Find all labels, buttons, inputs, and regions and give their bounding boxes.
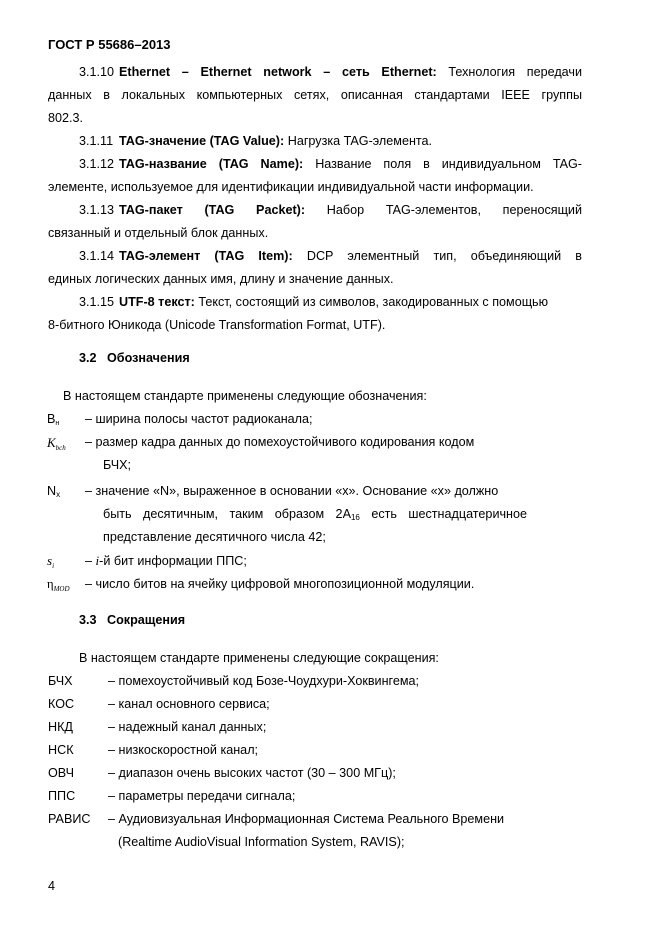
symbol: $s_i$ <box>47 553 55 570</box>
symbol-description: – размер кадра данных до помехоустойчивого кодирования кодом <box>85 435 475 449</box>
definition-3-1-11: 3.1.11 TAG-значение (TAG Value): Нагрузка TAG-элемента. <box>79 130 432 153</box>
abbreviation-description: – параметры передачи сигнала; <box>108 789 296 803</box>
section-heading-3-3: 3.3 Сокращения <box>79 613 186 627</box>
definition-number: 3.1.14 <box>79 249 115 263</box>
definition-text: 8-битного Юникода (Unicode Transformation Format, UTF). <box>48 318 386 332</box>
definition-text: данных в локальных компьютерных сетях, описанная стандартами IEEE группы <box>48 88 582 102</box>
definition-term: TAG-значение (TAG Value) <box>119 134 281 148</box>
abbreviation: РАВИС <box>48 812 91 826</box>
definition-term: TAG-пакет (TAG Packet) <box>119 203 301 217</box>
abbreviation: ППС <box>48 789 76 803</box>
document-header: ГОСТ Р 55686–2013 <box>48 37 171 52</box>
definition-number: 3.1.15 <box>79 295 115 309</box>
abbreviation: КОС <box>48 697 75 711</box>
definition-term: TAG-элемент (TAG Item) <box>119 249 289 263</box>
symbol-description: – число битов на ячейку цифровой многопозиционной модуляции. <box>85 577 475 591</box>
abbreviation-description: – надежный канал данных; <box>108 720 267 734</box>
definition-text: связанный и отдельный блок данных. <box>48 226 269 240</box>
symbol-description: – значение «N», выраженное в основании «x». Основание «x» должно <box>85 484 499 498</box>
section-heading-3-2: 3.2 Обозначения <box>79 351 190 365</box>
abbreviation-description: – канал основного сервиса; <box>108 697 270 711</box>
definition-term: UTF-8 текст <box>119 295 191 309</box>
abbreviation: НСК <box>48 743 74 757</box>
abbreviation-description: – помехоустойчивый код Бозе-Чоудхури-Хоквингема; <box>108 674 420 688</box>
definition-3-1-14: 3.1.14 TAG-элемент (TAG Item): DCP элементный тип, объединяющий в <box>79 245 582 268</box>
definition-3-1-13: 3.1.13 TAG-пакет (TAG Packet): Набор TAG-элементов, переносящий <box>79 199 582 222</box>
symbol: Bн <box>47 412 60 427</box>
definition-3-1-15: 3.1.15 UTF-8 текст: Текст, состоящий из символов, закодированных с помощью <box>79 291 548 314</box>
definition-number: 3.1.10 <box>79 65 115 79</box>
symbol: Nx <box>47 484 61 499</box>
definition-text: элементе, используемое для идентификации индивидуальной части информации. <box>48 180 534 194</box>
symbol-description-cont: быть десятичным, таким образом 2A16 есть шестнадцатеричное <box>103 507 527 522</box>
abbreviation: ОВЧ <box>48 766 75 780</box>
symbol: $\eta_{MOD}$ <box>47 577 70 593</box>
abbreviation-description: – Аудиовизуальная Информационная Система Реального Времени <box>108 812 505 826</box>
definition-3-1-10: 3.1.10 Ethernet – Ethernet network – сеть Ethernet: Технология передачи <box>79 61 582 84</box>
section-intro: В настоящем стандарте применены следующие сокращения: <box>79 651 439 665</box>
section-intro: В настоящем стандарте применены следующие обозначения: <box>63 389 427 403</box>
symbol-description: – ширина полосы частот радиоканала; <box>85 412 313 426</box>
definition-text: единых логических данных имя, длину и значение данных. <box>48 272 394 286</box>
definition-term: TAG-название (TAG Name) <box>119 157 300 171</box>
page-number: 4 <box>48 879 56 893</box>
abbreviation-description: – диапазон очень высоких частот (30 – 300 МГц); <box>108 766 396 780</box>
definition-number: 3.1.12 <box>79 157 115 171</box>
abbreviation-description-cont: (Realtime AudioVisual Information System, RAVIS); <box>118 835 405 849</box>
definition-3-1-12: 3.1.12 TAG-название (TAG Name): Название поля в индивидуальном TAG- <box>79 153 582 176</box>
symbol: $K_{bch}$ <box>47 435 66 452</box>
definition-number: 3.1.11 <box>79 134 114 148</box>
abbreviation-description: – низкоскоростной канал; <box>108 743 259 757</box>
symbol-description-cont: БЧХ; <box>103 458 131 472</box>
definition-text: 802.3. <box>48 111 84 125</box>
abbreviation: НКД <box>48 720 73 734</box>
symbol-description-cont: представление десятичного числа 42; <box>103 530 326 544</box>
definition-term: Ethernet – Ethernet network – сеть Ethernet <box>119 65 433 79</box>
abbreviation: БЧХ <box>48 674 73 688</box>
symbol-description: – i-й бит информации ППС; <box>85 553 247 568</box>
definition-number: 3.1.13 <box>79 203 115 217</box>
